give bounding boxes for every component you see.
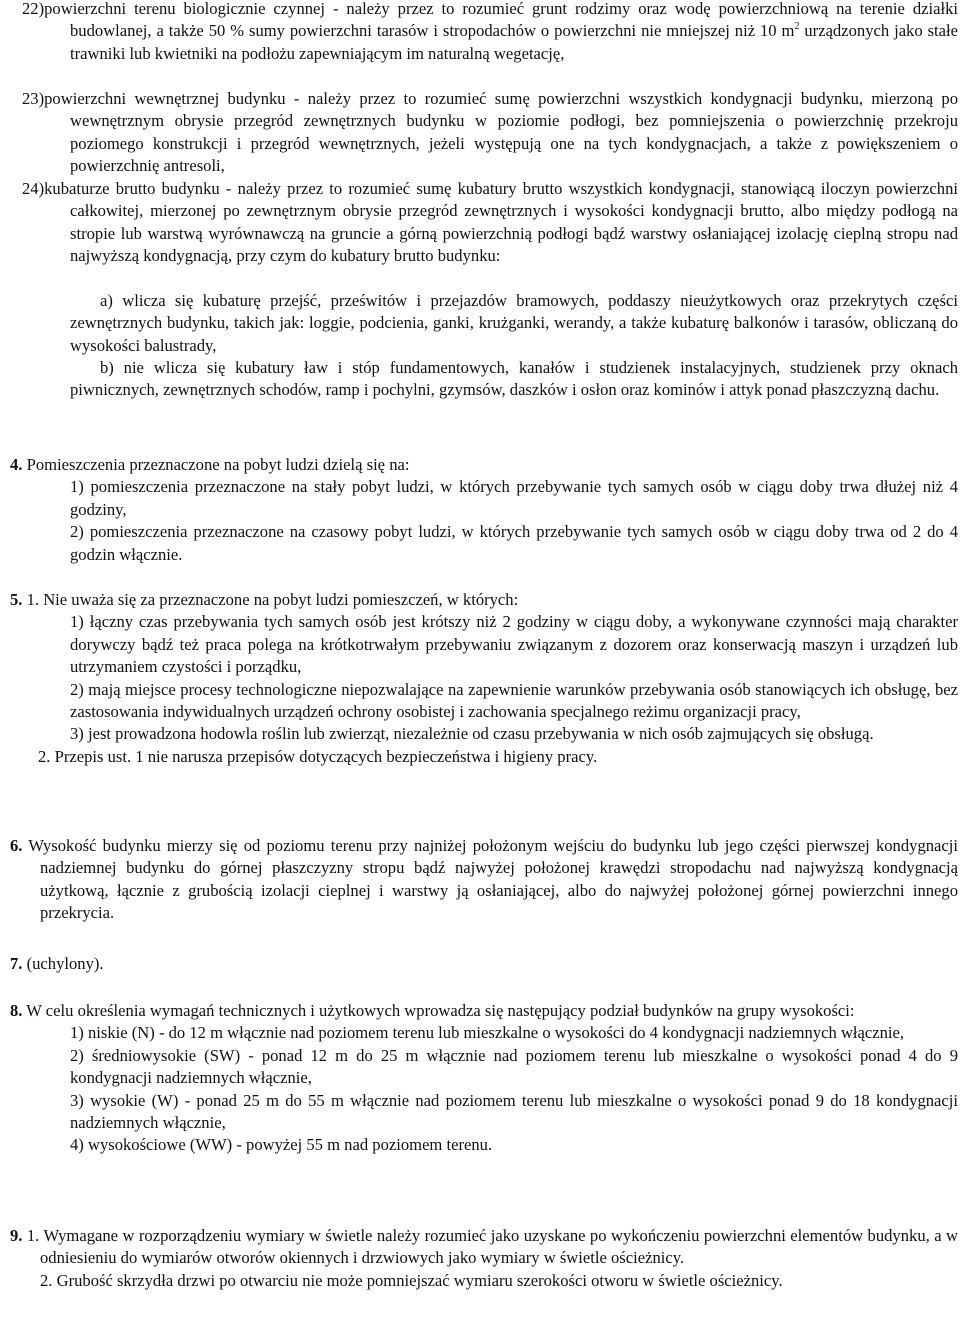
item-24-text: kubaturze brutto budynku - należy przez to rozumieć sumę kubatury brutto wszystkich kondygnacji, stanowiącą iloczyn powierzchni całkowitej, mierzonej po zewnętrznym obrysie przegród zewnętrznych i wysokości kondygnacji brutto, albo między podłogą na stropie lub warstwą wyrównawczą na gruncie a górną powierzchnią podłogi bądź warstwy osłaniającej izolację cieplną stropu nad najwyższą kondygnacją, przy czym do kubatury brutto budynku: <box>44 179 958 266</box>
item-23-number: 23) <box>22 89 45 108</box>
item-24-a-text: a) wlicza się kubaturę przejść, prześwitów i przejazdów bramowych, poddaszy nieużytkowych oraz przekrytych części zewnętrznych budynku, takich jak: loggie, podcienia, ganki, krużganki, werandy, a także kubaturę balkonów i tarasów, obliczaną do wysokości balustrady, <box>70 291 958 355</box>
section-7-number: 7. <box>10 954 23 973</box>
item-24-b-text: b) nie wlicza się kubatury ław i stóp fundamentowych, kanałów i studzienek instalacyjnych, studzienek przy oknach piwnicznych, zewnętrznych schodów, ramp i pochylni, gzymsów, daszków i osłon oraz kominów i attyk ponad płaszczyzną dachu. <box>70 358 958 400</box>
section-5-intro: 1. Nie uważa się za przeznaczone na pobyt ludzi pomieszczeń, w których: <box>22 590 519 609</box>
section-6-number: 6. <box>10 836 23 855</box>
section-9 <box>0 1225 960 1292</box>
item-23-text: powierzchni wewnętrznej budynku - należy przez to rozumieć sumę powierzchni wszystkich kondygnacji budynku, mierzoną po wewnętrznym obrysie przegród zewnętrznych budynku w poziomie podłogi, bez pomniejszenia o powierzchnię przekroju poziomego konstrukcji i przegród wewnętrznych, jeżeli występują one na tych kondygnacjach, a także z powiększeniem o powierzchnię antresoli, <box>44 89 958 176</box>
section-8 <box>0 1000 960 1157</box>
section-5-item-3: 3) jest prowadzona hodowla roślin lub zwierząt, niezależnie od czasu przebywania w nich osób zajmujących się obsługą. <box>70 724 874 744</box>
section-9-ust-2: 2. Grubość skrzydła drzwi po otwarciu nie może pomniejszać wymiaru szerokości otworu w świetle ościeżnicy. <box>40 1270 783 1290</box>
section-4-number: 4. <box>10 455 23 474</box>
section-7 <box>0 953 960 975</box>
section-8-item-4: 4) wysokościowe (WW) - powyżej 55 m nad poziomem terenu. <box>70 1135 493 1155</box>
item-24-a <box>0 290 960 357</box>
section-4-item-1: 1) pomieszczenia przeznaczone na stały pobyt ludzi, w których przebywanie tych samych osób w ciągu doby trwa dłużej niż 4 godziny, <box>70 477 958 519</box>
item-22-text-cont: urządzonych jako stałe trawniki lub kwietniki na podłożu zapewniającym im naturalną wegetację, <box>70 21 958 63</box>
section-4-item-2: 2) pomieszczenia przeznaczone na czasowy pobyt ludzi, w których przebywanie tych samych osób w ciągu doby trwa od 2 do 4 godzin włącznie. <box>70 522 958 564</box>
item-24-b <box>0 357 960 402</box>
item-24-number: 24) <box>22 179 45 198</box>
section-8-item-2: 2) średniowysokie (SW) - ponad 12 m do 25 m włącznie nad poziomem terenu lub mieszkalne o wysokości ponad 4 do 9 kondygnacji nadziemnych włącznie, <box>70 1045 958 1088</box>
section-7-text: (uchylony). <box>22 954 104 973</box>
section-6 <box>0 835 960 925</box>
section-5-item-2: 2) mają miejsce procesy technologiczne niepozwalające na zapewnienie warunków przebywania osób stanowiących ich obsługę, bez zastosowania indywidualnych urządzeń ochrony osobistej i zachowania specjalnego reżimu organizacji pracy, <box>70 679 958 722</box>
section-5-ust-2: 2. Przepis ust. 1 nie narusza przepisów dotyczących bezpieczeństwa i higieny pracy. <box>38 746 598 766</box>
item-22 <box>0 0 960 65</box>
section-5-number: 5. <box>10 590 23 609</box>
section-8-item-3: 3) wysokie (W) - ponad 25 m do 55 m włącznie nad poziomem terenu lub mieszkalne o wysokości ponad 9 do 18 kondygnacji nadziemnych włącznie, <box>70 1090 958 1133</box>
section-4 <box>0 454 960 566</box>
section-8-number: 8. <box>10 1001 23 1020</box>
section-5-item-1: 1) łączny czas przebywania tych samych osób jest krótszy niż 2 godziny w ciągu doby, a wykonywane czynności mają charakter dorywczy bądź też praca polega na krótkotrwałym przebywaniu związanym z dozorem oraz konserwacją maszyn i urządzeń lub utrzymaniem czystości i porządku, <box>70 612 958 677</box>
item-24 <box>0 178 960 268</box>
section-5 <box>0 589 960 768</box>
section-6-text: Wysokość budynku mierzy się od poziomu terenu przy najniżej położonym wejściu do budynku lub jego części pierwszej kondygnacji nadziemnej budynku do górnej płaszczyzny stropu bądź najwyżej położonej krawędzi stropodachu nad najwyższą kondygnacją użytkową, łącznie z grubością izolacji cieplnej i warstwy ją osłaniającej, albo do najwyżej położonej górnej powierzchni innego przekrycia. <box>22 836 958 923</box>
item-23 <box>0 88 960 178</box>
item-22-superscript: 2 <box>794 20 800 32</box>
section-4-intro: Pomieszczenia przeznaczone na pobyt ludzi dzielą się na: <box>22 455 410 474</box>
item-22-number: 22) <box>22 0 45 18</box>
section-9-intro: 1. Wymagane w rozporządzeniu wymiary w świetle należy rozumieć jako uzyskane po wykończeniu powierzchni elementów budynku, a w odniesieniu do wymiarów otworów okiennych i drzwiowych jako wymiary w świetle ościeżnicy. <box>22 1226 958 1268</box>
section-9-number: 9. <box>10 1226 23 1245</box>
section-8-item-1: 1) niskie (N) - do 12 m włącznie nad poziomem terenu lub mieszkalne o wysokości do 4 kondygnacji nadziemnych włącznie, <box>70 1023 905 1043</box>
item-22-text: powierzchni terenu biologicznie czynnej - należy przez to rozumieć grunt rodzimy oraz wodę powierzchniową na terenie działki budowlanej, a także 50 % sumy powierzchni tarasów i stropodachów o powierzchni nie mniejszej niż 10 m <box>44 0 958 41</box>
section-8-intro: W celu określenia wymagań technicznych i użytkowych wprowadza się następujący podział budynków na grupy wysokości: <box>22 1001 855 1020</box>
